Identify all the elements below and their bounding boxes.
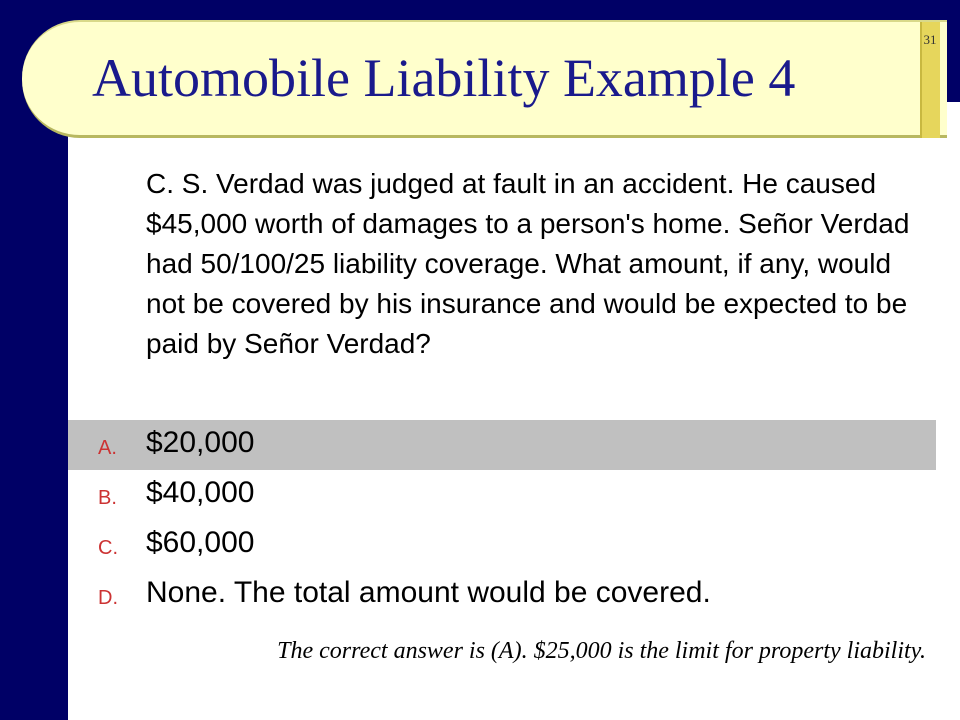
- answer-text: $60,000: [146, 526, 255, 559]
- answer-option-b[interactable]: [68, 470, 936, 520]
- slide-number: 31: [923, 32, 937, 47]
- question-text: C. S. Verdad was judged at fault in an accident. He caused $45,000 worth of damages to a person's home. Señor Verdad had 50/100/25 liability coverage. What amount, if any, would not be covered by his insurance and would be expected to be paid by Señor Verdad?: [146, 168, 910, 359]
- answer-letter: C.: [98, 537, 118, 559]
- explanation-text: The correct answer is (A). $25,000 is the limit for property liability.: [277, 638, 926, 664]
- answer-text: $20,000: [146, 426, 255, 459]
- answer-option-d[interactable]: [68, 570, 936, 620]
- answer-text: None. The total amount would be covered.: [146, 576, 711, 609]
- answer-option-a[interactable]: [68, 420, 936, 470]
- answer-letter: D.: [98, 587, 118, 609]
- answer-text: $40,000: [146, 476, 255, 509]
- answer-option-c[interactable]: [68, 520, 936, 570]
- answer-list: [68, 420, 936, 620]
- answer-letter: B.: [98, 487, 117, 509]
- slide-title: Automobile Liability Example 4: [92, 48, 796, 108]
- answer-letter: A.: [98, 437, 117, 459]
